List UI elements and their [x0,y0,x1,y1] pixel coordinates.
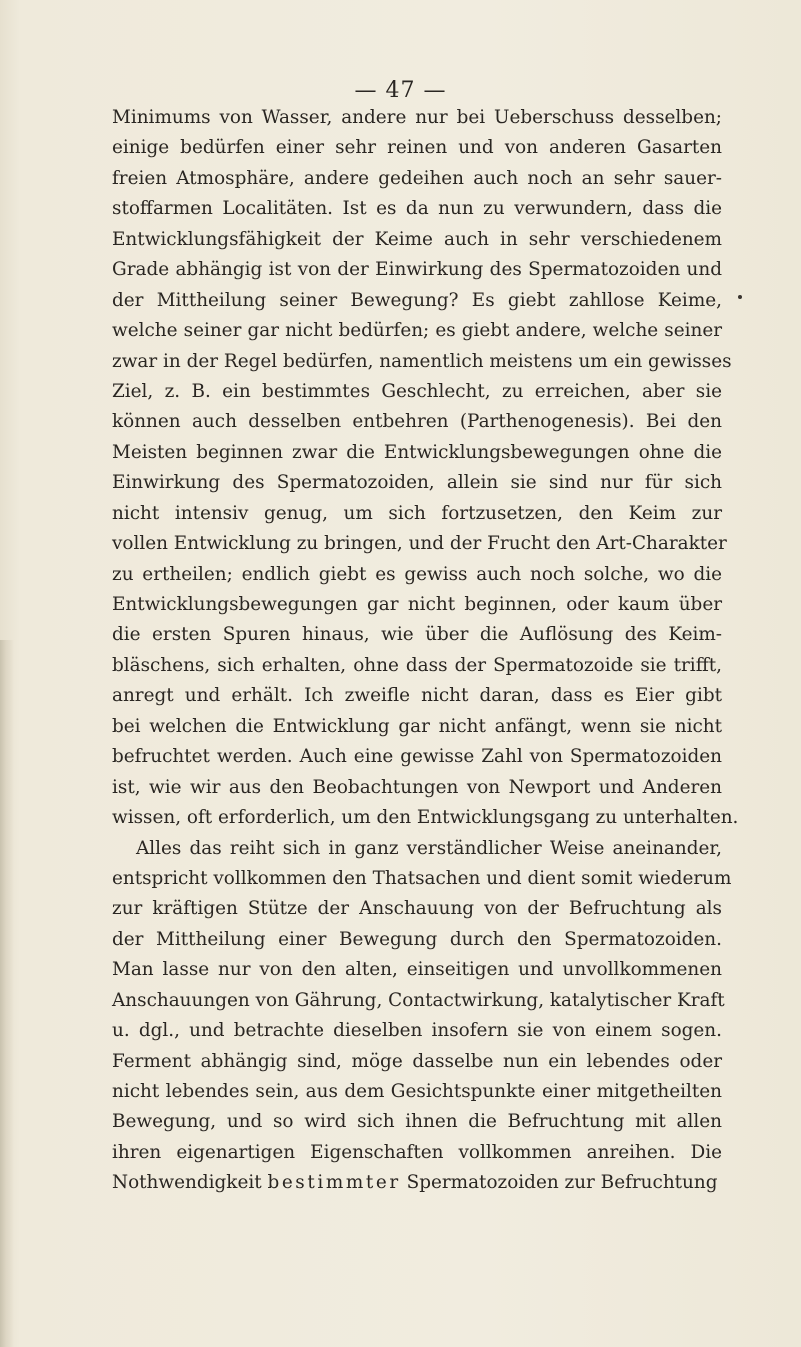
text-line: zur kräftigen Stütze der Anschauung von der Befruchtung als [112,898,722,920]
text-line: ihren eigenartigen Eigenschaften vollkommen anreihen. Die [112,1141,722,1163]
text-line: zwar in der Regel bedürfen, namentlich meistens um ein gewisses [112,350,732,372]
binding-shadow [0,640,14,1347]
paragraph-1 [112,103,739,834]
text-line: Ziel, z. B. ein bestimmtes Geschlecht, zu erreichen, aber sie [112,380,722,402]
text-line: vollen Entwicklung zu bringen, und der Frucht den Art-Charakter [112,533,727,555]
text-line: Meisten beginnen zwar die Entwicklungsbewegungen ohne die [112,441,722,463]
text-line: Minimums von Wasser, andere nur bei Ueberschuss desselben; [112,107,722,128]
text-line: zu ertheilen; endlich giebt es gewiss auch noch solche, wo die [112,563,722,585]
text-line: Entwicklungsbewegungen gar nicht beginnen, oder kaum über [112,594,722,615]
text-line: Entwicklungsfähigkeit der Keime auch in sehr verschiedenem [112,228,722,250]
text-line: wissen, oft erforderlich, um den Entwicklungsgang zu unterhalten. [112,807,739,829]
text-line: können auch desselben entbehren (Parthenogenesis). Bei den [112,411,722,433]
text-line: nicht intensiv genug, um sich fortzusetzen, den Keim zur [112,502,722,524]
text-line: befruchtet werden. Auch eine gewisse Zahl von Spermatozoiden [112,746,722,768]
text-line: anregt und erhält. Ich zweifle nicht daran, dass es Eier gibt [112,685,722,707]
emphasized-word: bestimmter [267,1172,401,1194]
page-number: — 47 — [354,78,447,103]
text-line: einige bedürfen einer sehr reinen und von anderen Gasarten [112,137,722,159]
text-line: Einwirkung des Spermatozoiden, allein sie sind nur für sich [112,472,722,494]
text-line: ist, wie wir aus den Beobachtungen von Newport und Anderen [112,776,722,798]
text-line: die ersten Spuren hinaus, wie über die Auflösung des Keim- [112,624,722,646]
text-line: Man lasse nur von den alten, einseitigen und unvollkommenen [112,959,722,981]
text-line: Alles das reiht sich in ganz verständlicher Weise aneinander, [136,837,722,859]
text-line: bläschens, sich erhalten, ohne dass der Spermatozoide sie trifft, [112,654,722,676]
text-line: der Mittheilung seiner Bewegung? Es giebt zahllose Keime, [112,289,722,311]
text-line: stoffarmen Localitäten. Ist es da nun zu verwundern, dass die [112,198,722,220]
paragraph-2 [112,834,732,1199]
text-line: Bewegung, und so wird sich ihnen die Befruchtung mit allen [112,1111,722,1133]
body-text [112,103,739,1199]
text-line: nicht lebendes sein, aus dem Gesichtspunkte einer mitgetheilten [112,1081,722,1102]
text-segment: Nothwendigkeit [112,1172,268,1194]
text-line-final [112,1168,722,1198]
text-line: bei welchen die Entwicklung gar nicht anfängt, wenn sie nicht [112,715,722,737]
text-line: freien Atmosphäre, andere gedeihen auch noch an sehr sauer- [112,167,722,189]
text-line: Ferment abhängig sind, möge dasselbe nun ein lebendes oder [112,1050,722,1072]
margin-dot [738,295,742,299]
text-line: welche seiner gar nicht bedürfen; es giebt andere, welche seiner [112,320,722,342]
text-line: der Mittheilung einer Bewegung durch den Spermatozoiden. [112,928,722,950]
text-line: Anschauungen von Gährung, Contactwirkung, katalytischer Kraft [112,989,725,1011]
text-line: u. dgl., und betrachte dieselben insofern sie von einem sogen. [112,1020,722,1042]
text-line: Grade abhängig ist von der Einwirkung des Spermatozoiden und [112,259,722,281]
text-line: entspricht vollkommen den Thatsachen und dient somit wiederum [112,867,732,889]
text-segment: Spermatozoiden zur Befruchtung [400,1172,718,1194]
